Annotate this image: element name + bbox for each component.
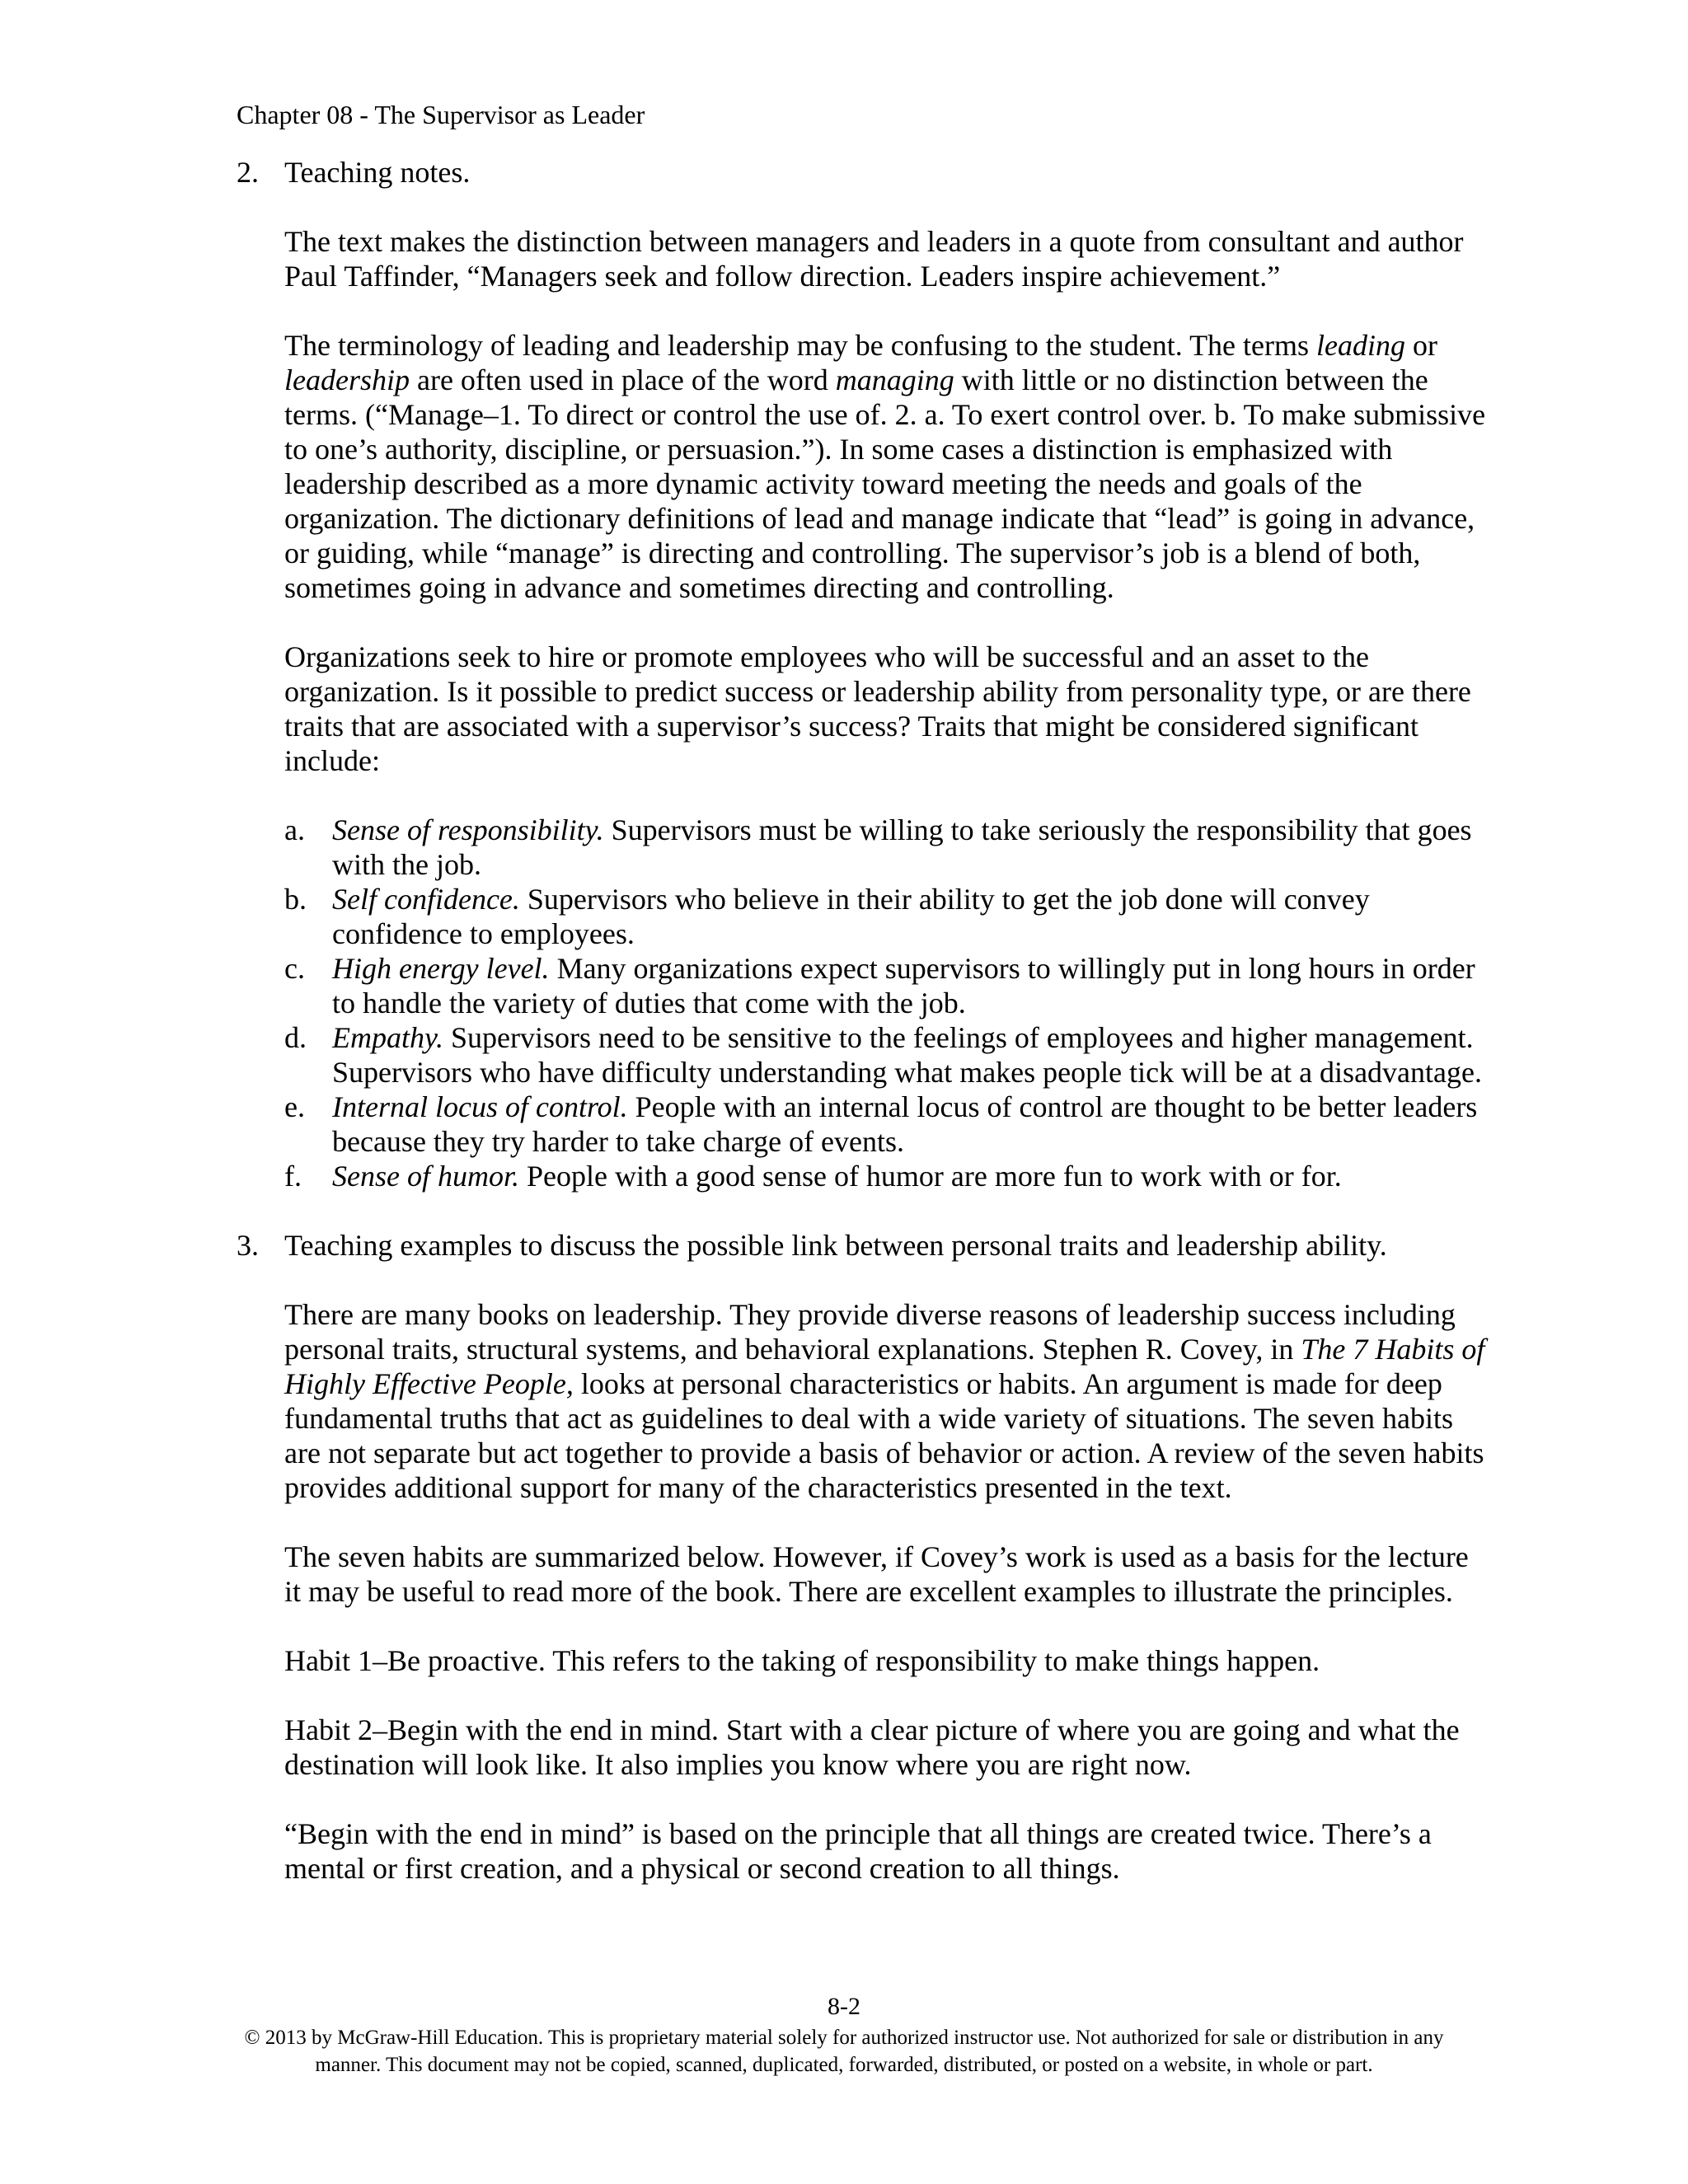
list-item xyxy=(284,813,1489,882)
trait-text: Supervisors who believe in their ability to get the job done will convey confidence to employees. xyxy=(332,883,1370,950)
list-letter: f. xyxy=(284,1160,302,1193)
trait-text: People with an internal locus of control are thought to be better leaders because they try harder to take charge of events. xyxy=(332,1090,1478,1158)
habit-1: Habit 1–Be proactive. This refers to the taking of responsibility to make things happen. xyxy=(284,1644,1320,1677)
section-2-heading: Teaching notes. xyxy=(284,156,471,189)
list-letter: d. xyxy=(284,1021,307,1054)
section-3-paragraph-2: The seven habits are summarized below. However, if Covey’s work is used as a basis for the lecture it may be useful to read more of the book. There are excellent examples to illustrate the principles. xyxy=(284,1540,1469,1608)
running-header: Chapter 08 - The Supervisor as Leader xyxy=(237,100,645,129)
text-run: with little or no distinction between the terms. (“Manage–1. To direct or control the use of. 2. a. To exert control over. b. To make submissive to one’s authority, discipline, or persuasion.”). In some cases a distinction is emphasized with leadership described as a more dynamic activity toward meeting the needs and goals of the organization. The dictionary definitions of lead and manage indicate that “lead” is going in advance, or guiding, while “manage” is directing and controlling. The supervisor’s job is a blend of both, sometimes going in advance and sometimes directing and controlling. xyxy=(284,363,1486,604)
list-item xyxy=(284,882,1489,951)
list-item xyxy=(284,951,1489,1020)
trait-term: Sense of responsibility. xyxy=(332,813,604,846)
text-run: are often used in place of the word xyxy=(409,363,836,396)
list-letter: a. xyxy=(284,813,305,846)
list-item xyxy=(284,1020,1489,1090)
section-2 xyxy=(237,155,1489,1193)
italic-term-managing: managing xyxy=(835,363,954,396)
trait-term: Self confidence. xyxy=(332,883,520,916)
page-number: 8-2 xyxy=(828,1993,860,2020)
list-letter: e. xyxy=(284,1090,305,1123)
section-3-paragraph-1 xyxy=(284,1297,1489,1505)
text-run: looks at personal characteristics or habits. An argument is made for deep fundamental truths that act as guidelines to deal with a wide variety of situations. The seven habits are not separate but act together to provide a basis of behavior or action. A review of the seven habits provides additional support for many of the characteristics presented in the text. xyxy=(284,1367,1484,1504)
book-title: The 7 Habits of Highly Effective People, xyxy=(284,1333,1485,1400)
trait-text: Supervisors need to be sensitive to the feelings of employees and higher management. Supervisors who have difficulty understanding what makes people tick will be at a disadvantage. xyxy=(332,1021,1482,1089)
italic-term-leading: leading xyxy=(1316,329,1406,362)
italic-term-leadership: leadership xyxy=(284,363,410,396)
trait-term: Sense of humor. xyxy=(332,1160,519,1193)
list-letter: c. xyxy=(284,952,305,985)
section-2-paragraph-2 xyxy=(284,328,1489,605)
section-2-number: 2. xyxy=(237,156,259,189)
traits-list xyxy=(284,813,1489,1193)
section-3-number: 3. xyxy=(237,1229,259,1262)
text-run: or xyxy=(1405,329,1438,362)
document-body xyxy=(237,155,1489,1886)
list-letter: b. xyxy=(284,883,307,916)
copyright-notice: © 2013 by McGraw-Hill Education. This is proprietary material solely for authorized instructor use. Not authorized for sale or distribution in any manner. This document may not be copied, scanned, duplicated, forwarded, distributed, or posted on a website, in whole or part. xyxy=(244,2027,1444,2076)
trait-text: Many organizations expect supervisors to willingly put in long hours in order to handle the variety of duties that come with the job. xyxy=(332,952,1475,1019)
section-3 xyxy=(237,1228,1489,1886)
text-run: There are many books on leadership. They provide diverse reasons of leadership success including personal traits, structural systems, and behavioral explanations. Stephen R. Covey, in xyxy=(284,1298,1456,1366)
trait-term: Empathy. xyxy=(332,1021,443,1054)
section-3-heading: Teaching examples to discuss the possible link between personal traits and leadership ability. xyxy=(284,1229,1387,1262)
trait-term: High energy level. xyxy=(332,952,550,985)
habit-2: Habit 2–Begin with the end in mind. Start with a clear picture of where you are going and what the destination will look like. It also implies you know where you are right now. xyxy=(284,1713,1460,1781)
section-3-paragraph-3: “Begin with the end in mind” is based on the principle that all things are created twice. There’s a mental or first creation, and a physical or second creation to all things. xyxy=(284,1817,1432,1885)
section-2-paragraph-1: The text makes the distinction between managers and leaders in a quote from consultant and author Paul Taffinder, “Managers seek and follow direction. Leaders inspire achievement.” xyxy=(284,225,1464,293)
trait-text: Supervisors must be willing to take seriously the responsibility that goes with the job. xyxy=(332,813,1472,881)
list-item xyxy=(284,1090,1489,1159)
trait-text: People with a good sense of humor are more fun to work with or for. xyxy=(519,1160,1342,1193)
trait-term: Internal locus of control. xyxy=(332,1090,628,1123)
text-run: The terminology of leading and leadership may be confusing to the student. The terms xyxy=(284,329,1317,362)
list-item xyxy=(284,1159,1489,1193)
section-2-paragraph-3: Organizations seek to hire or promote employees who will be successful and an asset to the organization. Is it possible to predict success or leadership ability from personality type, or are there traits that are associated with a supervisor’s success? Traits that might be considered significant include: xyxy=(284,640,1471,777)
